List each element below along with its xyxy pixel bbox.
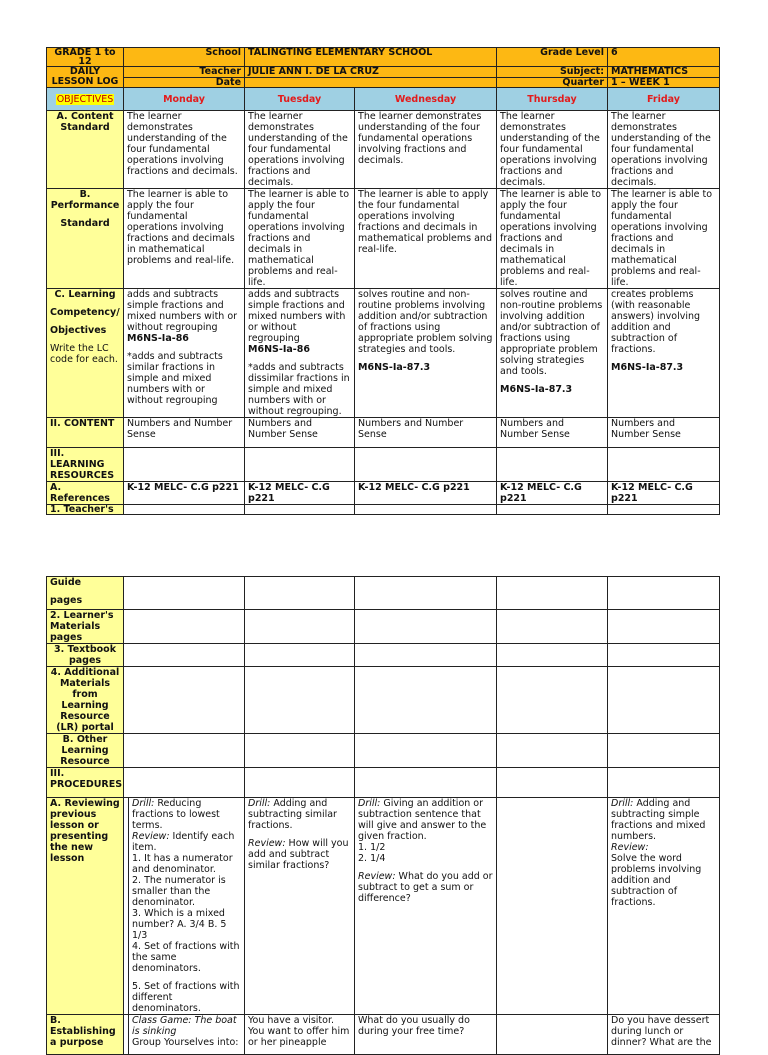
competency-thu: solves routine and non-routine problems involving addition and/or subtraction of fractions using appropriate problem solving strategies and tools. M6NS-Ia-87.3 <box>497 289 608 418</box>
empty-cell <box>608 577 720 610</box>
competency-mon: adds and subtracts simple fractions and mixed numbers with or without regrouping M6NS-Ia-86 *adds and subtracts similar fractions in simple and mixed numbers with or without regrouping <box>124 289 245 418</box>
day-friday: Friday <box>608 88 720 111</box>
empty-cell <box>355 610 497 644</box>
dll-table-page-1 <box>46 47 720 515</box>
day-monday: Monday <box>124 88 245 111</box>
grade-level-label: Grade Level <box>497 48 608 67</box>
establishing-thu <box>497 1015 608 1055</box>
empty-cell <box>608 667 720 734</box>
procedures-label: III. PROCEDURES <box>47 768 124 798</box>
empty-cell <box>608 644 720 667</box>
textbook-label: 3. Textbook pages <box>47 644 124 667</box>
establishing-wed: What do you usually do during your free time? <box>355 1015 497 1055</box>
content-label: II. CONTENT <box>47 418 124 448</box>
school-label: School <box>124 48 245 67</box>
empty-cell <box>124 644 245 667</box>
content-mon: Numbers and Number Sense <box>124 418 245 448</box>
references-thu: K-12 MELC- C.G p221 <box>497 482 608 505</box>
teachers-guide-label-top: 1. Teacher's <box>47 505 124 515</box>
empty-cell <box>355 448 497 482</box>
empty-cell <box>608 768 720 798</box>
content-standard-mon: The learner demonstrates understanding of the four fundamental operations involving fractions and decimals. <box>124 111 245 189</box>
empty-cell <box>497 448 608 482</box>
day-wednesday: Wednesday <box>355 88 497 111</box>
empty-cell <box>608 448 720 482</box>
reviewing-tue: Drill: Adding and subtracting similar fractions. Review: How will you add and subtract similar fractions? <box>245 798 355 1015</box>
empty-cell <box>124 734 245 768</box>
log-title: DAILY LESSON LOG <box>47 67 124 88</box>
content-standard-thu: The learner demonstrates understanding of the four fundamental operations involving fractions and decimals. <box>497 111 608 189</box>
performance-standard-wed: The learner is able to apply the four fundamental operations involving fractions and decimals in mathematical problems and real-life. <box>355 189 497 289</box>
content-standard-wed: The learner demonstrates understanding of the four fundamental operations involving fractions and decimals. <box>355 111 497 189</box>
empty-cell <box>497 610 608 644</box>
teachers-guide-label-bottom: Guide pages <box>47 577 124 610</box>
content-fri: Numbers and Number Sense <box>608 418 720 448</box>
date-label: Date <box>124 77 245 88</box>
empty-cell <box>355 667 497 734</box>
empty-cell <box>355 505 497 515</box>
empty-cell <box>355 734 497 768</box>
establishing-tue: You have a visitor. You want to offer him or her pineapple <box>245 1015 355 1055</box>
content-wed: Numbers and Number Sense <box>355 418 497 448</box>
other-resource-label: B. Other Learning Resource <box>47 734 124 768</box>
empty-cell <box>245 768 355 798</box>
grade-level-value: 6 <box>608 48 720 67</box>
performance-standard-mon: The learner is able to apply the four fundamental operations involving fractions and decimals in mathematical problems and real-life. <box>124 189 245 289</box>
content-standard-fri: The learner demonstrates understanding of the four fundamental operations involving fractions and decimals. <box>608 111 720 189</box>
reviewing-fri: Drill: Adding and subtracting simple fractions and mixed numbers. Review: Solve the word problems involving addition and subtraction of fractions. <box>608 798 720 1015</box>
empty-cell <box>245 577 355 610</box>
empty-cell <box>245 610 355 644</box>
empty-cell <box>608 505 720 515</box>
empty-cell <box>497 734 608 768</box>
empty-cell <box>124 667 245 734</box>
reviewing-mon: Drill: Reducing fractions to lowest terms. Review: Identify each item. 1. It has a numerator and denominator. 2. The numerator is smaller than the denominator. 3. Which is a mixed number? A. 3/4 B. 5 1/3 4. Set of fractions with the same denominators. 5. Set of fractions with different denominators. <box>129 798 245 1015</box>
empty-cell <box>245 505 355 515</box>
day-tuesday: Tuesday <box>245 88 355 111</box>
empty-cell <box>608 610 720 644</box>
competency-wed: solves routine and non-routine problems involving addition and/or subtraction of fractions using appropriate problem solving strategies and tools. M6NS-Ia-87.3 <box>355 289 497 418</box>
reviewing-thu <box>497 798 608 1015</box>
content-standard-tue: The learner demonstrates understanding of the four fundamental operations involving fractions and decimals. <box>245 111 355 189</box>
reviewing-wed: Drill: Giving an addition or subtraction sentence that will give and answer to the given fraction. 1. 1/2 2. 1/4 Review: What do you add or subtract to get a sum or difference? <box>355 798 497 1015</box>
day-thursday: Thursday <box>497 88 608 111</box>
competency-label: C. Learning Competency/ Objectives Write the LC code for each. <box>47 289 124 418</box>
empty-cell <box>355 644 497 667</box>
dll-table-page-2 <box>46 576 720 1055</box>
empty-cell <box>124 505 245 515</box>
empty-cell <box>124 610 245 644</box>
performance-standard-fri: The learner is able to apply the four fundamental operations involving fractions and decimals in mathematical problems and real-life. <box>608 189 720 289</box>
references-label: A. References <box>47 482 124 505</box>
empty-cell <box>355 577 497 610</box>
performance-standard-tue: The learner is able to apply the four fundamental operations involving fractions and decimals in mathematical problems and real-life. <box>245 189 355 289</box>
school-value: TALINGTING ELEMENTARY SCHOOL <box>245 48 497 67</box>
teacher-label: Teacher <box>124 67 245 78</box>
additional-materials-label: 4. Additional Materials from Learning Resource (LR) portal <box>47 667 124 734</box>
empty-cell <box>497 577 608 610</box>
empty-cell <box>245 448 355 482</box>
quarter-value: 1 – WEEK 1 <box>608 77 720 88</box>
establishing-mon: Class Game: The boat is sinking Group Yourselves into: <box>129 1015 245 1055</box>
empty-cell <box>608 734 720 768</box>
content-tue: Numbers and Number Sense <box>245 418 355 448</box>
content-standard-label: A. Content Standard <box>47 111 124 189</box>
empty-cell <box>497 644 608 667</box>
empty-cell <box>124 448 245 482</box>
empty-cell <box>245 667 355 734</box>
empty-cell <box>355 768 497 798</box>
reviewing-label: A. Reviewing previous lesson or presenting the new lesson <box>47 798 124 1015</box>
content-thu: Numbers and Number Sense <box>497 418 608 448</box>
objectives-header: OBJECTIVES <box>47 88 124 111</box>
competency-fri: creates problems (with reasonable answers) involving addition and subtraction of fractions. M6NS-Ia-87.3 <box>608 289 720 418</box>
references-wed: K-12 MELC- C.G p221 <box>355 482 497 505</box>
subject-value: MATHEMATICS <box>608 67 720 78</box>
performance-standard-label: B. Performance Standard <box>47 189 124 289</box>
learning-resources-label: III. LEARNING RESOURCES <box>47 448 124 482</box>
references-fri: K-12 MELC- C.G p221 <box>608 482 720 505</box>
empty-cell <box>245 644 355 667</box>
empty-cell <box>245 734 355 768</box>
teacher-value: JULIE ANN I. DE LA CRUZ <box>245 67 497 78</box>
references-tue: K-12 MELC- C.G p221 <box>245 482 355 505</box>
performance-standard-thu: The learner is able to apply the four fundamental operations involving fractions and decimals in mathematical problems and real-life. <box>497 189 608 289</box>
empty-cell <box>497 505 608 515</box>
empty-cell <box>497 667 608 734</box>
grade-range: GRADE 1 to 12 <box>47 48 124 67</box>
competency-tue: adds and subtracts simple fractions and mixed numbers with or without regrouping M6NS-Ia-86 *adds and subtracts dissimilar fractions in simple and mixed numbers with or without regrouping. <box>245 289 355 418</box>
establishing-label: B. Establishing a purpose <box>47 1015 124 1055</box>
subject-label: Subject: <box>497 67 608 78</box>
quarter-label: Quarter <box>497 77 608 88</box>
learners-materials-label: 2. Learner's Materials pages <box>47 610 124 644</box>
empty-cell <box>497 768 608 798</box>
references-mon: K-12 MELC- C.G p221 <box>124 482 245 505</box>
establishing-fri: Do you have dessert during lunch or dinner? What are the <box>608 1015 720 1055</box>
empty-cell <box>124 768 245 798</box>
empty-cell <box>124 577 245 610</box>
date-value <box>245 77 497 88</box>
